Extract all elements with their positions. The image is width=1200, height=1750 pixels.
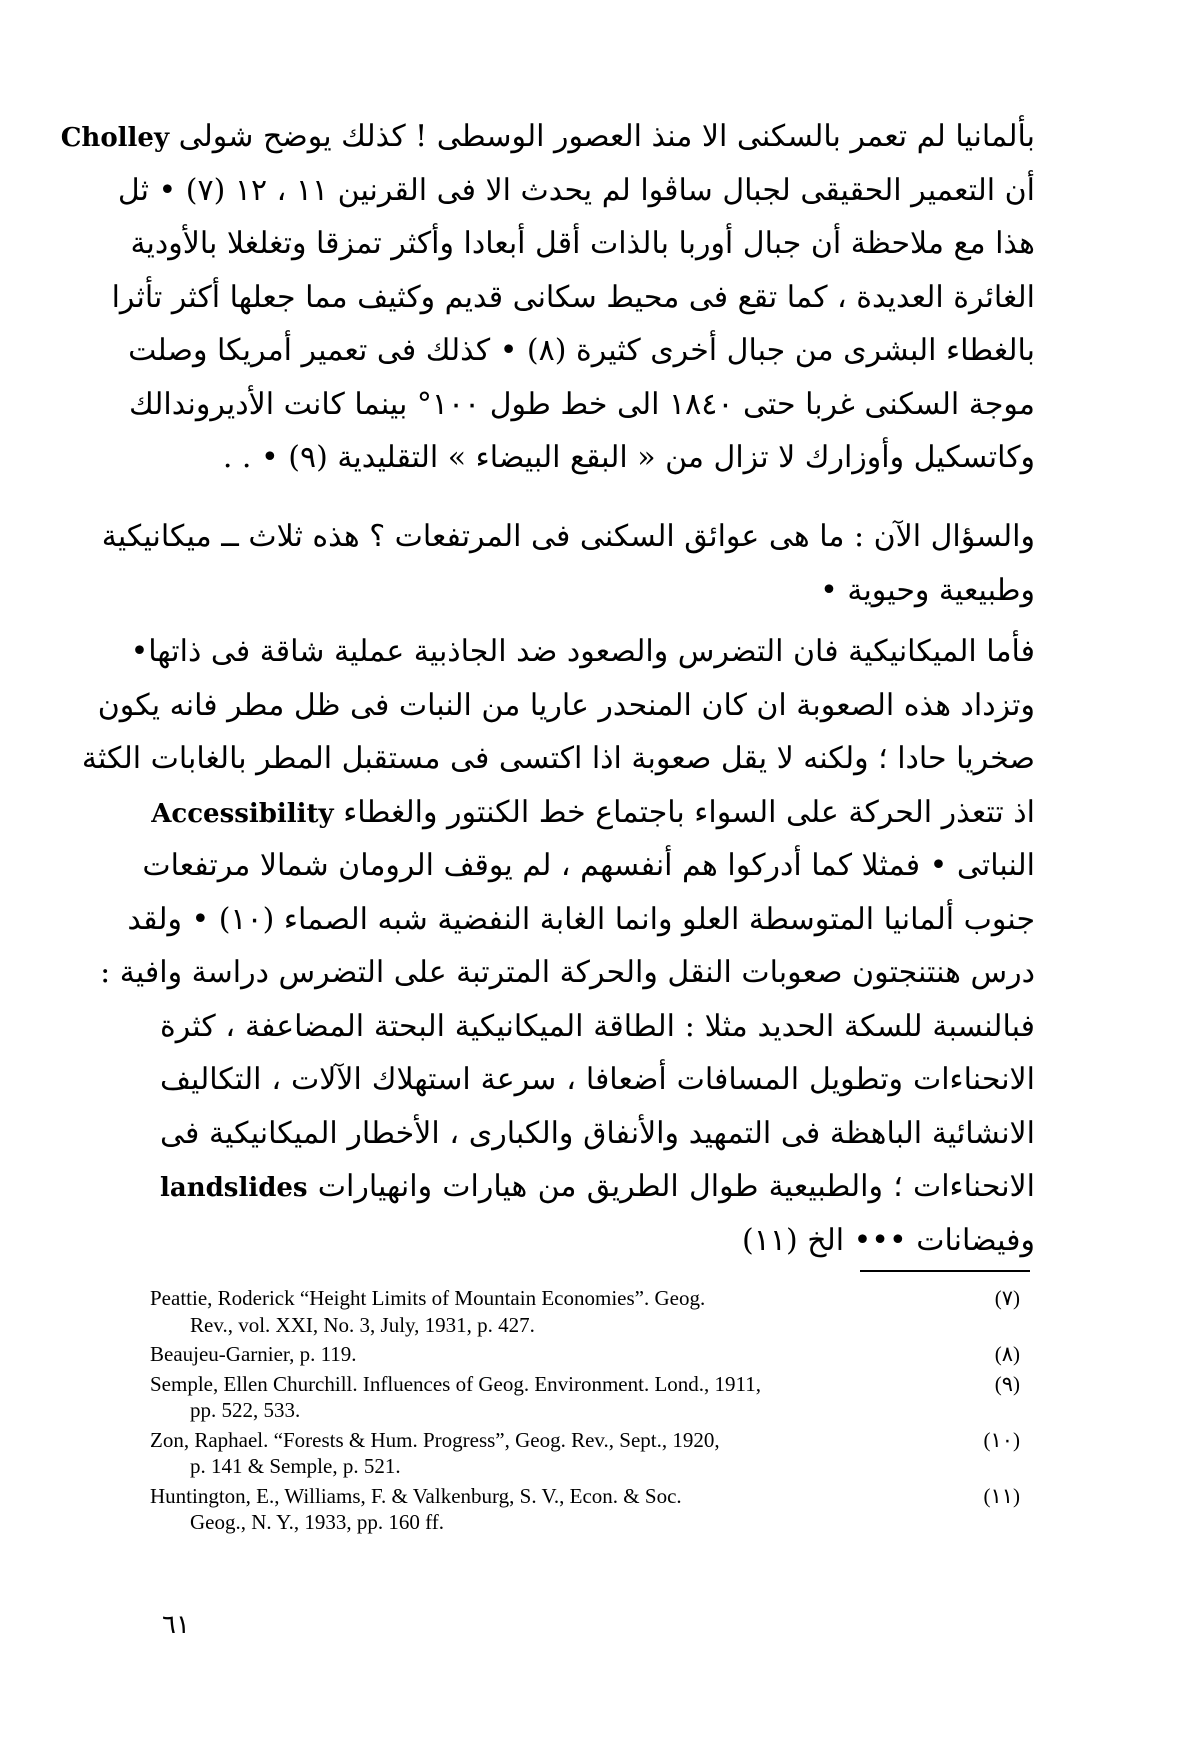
paragraph-3-line: وفيضانات ••• الخ (١١) xyxy=(742,1222,1035,1258)
footnote-text: Huntington, E., Williams, F. & Valkenburg, S. V., Econ. & Soc. xyxy=(150,1483,682,1508)
footnote xyxy=(150,1285,1020,1338)
paragraph-3-line: درس هنتنجتون صعوبات النقل والحركة المترتبة على التضرس دراسة وافية : xyxy=(100,955,1035,990)
footnote-number: (١٠) xyxy=(983,1427,1020,1452)
footnote xyxy=(150,1483,1020,1536)
footnote-text: Semple, Ellen Churchill. Influences of Geog. Environment. Lond., 1911, xyxy=(150,1371,762,1396)
paragraph-3-line: صخريا حادا ؛ ولكنه لا يقل صعوبة اذا اكتسى فى مستقبل المطر بالغابات الكثة xyxy=(81,741,1035,776)
paragraph-2 xyxy=(101,510,1035,617)
paragraph-3-line: الانحناءات وتطويل المسافات أضعافا ، سرعة استهلاك الآلات ، التكاليف xyxy=(160,1062,1035,1097)
paragraph-1-line-1-text: بألمانيا لم تعمر بالسكنى الا منذ العصور الوسطى ! كذلك يوضح شولى xyxy=(178,119,1035,154)
footnote-text-continued: p. 141 & Semple, p. 521. xyxy=(190,1454,401,1478)
paragraph-3-line-4-text: اذ تتعذر الحركة على السواء باجتماع خط الكنتور والغطاء xyxy=(343,794,1035,830)
paragraph-1-line xyxy=(60,110,1035,164)
footnote-divider xyxy=(860,1270,1030,1272)
paragraph-1-line: موجة السكنى غربا حتى ١٨٤٠ الى خط طول ١٠٠° بينما كانت الأديروندالك xyxy=(129,386,1035,422)
paragraph-2-line: والسؤال الآن : ما هى عوائق السكنى فى المرتفعات ؟ هذه ثلاث ــ ميكانيكية xyxy=(101,519,1035,554)
footnote-text: Zon, Raphael. “Forests & Hum. Progress”, Geog. Rev., Sept., 1920, xyxy=(150,1427,720,1452)
paragraph-3-line-11-text: الانحناءات ؛ والطبيعية طوال الطريق من هيارات وانهيارات xyxy=(317,1169,1035,1204)
paragraph-3-line: النباتى • فمثلا كما أدركوا هم أنفسهم ، لم يوقف الرومان شمالا مرتفعات xyxy=(142,848,1035,883)
paragraph-1-line: وكاتسكيل وأوزارك لا تزال من « البقع البيضاء » التقليدية (٩) • . . xyxy=(222,440,1035,475)
footnote xyxy=(150,1427,1020,1480)
paragraph-3-line: جنوب ألمانيا المتوسطة العلو وانما الغابة النفضية شبه الصماء (١٠) • ولقد xyxy=(127,901,1035,937)
footnote-text-continued: pp. 522, 533. xyxy=(190,1398,301,1422)
footnotes xyxy=(150,1285,1020,1539)
footnote-number: (٩) xyxy=(994,1371,1020,1396)
footnote-number: (١١) xyxy=(983,1483,1020,1508)
paragraph-3-line xyxy=(151,786,1035,840)
paragraph-3-line: فأما الميكانيكية فان التضرس والصعود ضد الجاذبية عملية شاقة فى ذاتها• xyxy=(130,634,1035,669)
footnote-text: Beaujeu-Garnier, p. 119. xyxy=(150,1342,357,1366)
paragraph-1 xyxy=(60,110,1035,485)
paragraph-3 xyxy=(81,625,1035,1267)
paragraph-3-line: الانشائية الباهظة فى التمهيد والأنفاق والكبارى ، الأخطار الميكانيكية فى xyxy=(160,1115,1035,1151)
paragraph-3-line: وتزداد هذه الصعوبة ان كان المنحدر عاريا من النبات فى ظل مطر فانه يكون xyxy=(97,687,1035,723)
footnote-text: Peattie, Roderick “Height Limits of Mountain Economies”. Geog. xyxy=(150,1286,706,1310)
paragraph-1-line: بالغطاء البشرى من جبال أخرى كثيرة (٨) • كذلك فى تعمير أمريكا وصلت xyxy=(128,333,1035,368)
paragraph-1-line: هذا مع ملاحظة أن جبال أوربا بالذات أقل أبعادا وأكثر تمزقا وتغلغلا بالأودية xyxy=(130,226,1035,261)
cholley-term: Cholley xyxy=(60,123,170,153)
landslides-term: landslides xyxy=(160,1173,308,1203)
accessibility-term: Accessibility xyxy=(151,798,334,829)
paragraph-1-line: الغائرة العديدة ، كما تقع فى محيط سكانى قديم وكثيف مما جعلها أكثر تأثرا xyxy=(111,279,1035,315)
footnote-text-continued: Rev., vol. XXI, No. 3, July, 1931, p. 427. xyxy=(190,1312,535,1337)
footnote-number: (٧) xyxy=(994,1286,1020,1310)
paragraph-2-line: وطبيعية وحيوية • xyxy=(820,572,1035,608)
paragraph-1-line: أن التعمير الحقيقى لجبال ساڤوا لم يحدث الا فى القرنين ١١ ، ١٢ (٧) • ثل xyxy=(117,172,1035,208)
paragraph-3-line: فبالنسبة للسكة الحديد مثلا : الطاقة الميكانيكية البحتة المضاعفة ، كثرة xyxy=(160,1008,1035,1044)
footnote xyxy=(150,1371,1020,1424)
footnote-text-continued: Geog., N. Y., 1933, pp. 160 ff. xyxy=(190,1510,444,1534)
paragraph-3-line xyxy=(160,1160,1035,1214)
footnote-number: (٨) xyxy=(994,1342,1020,1366)
footnote xyxy=(150,1341,1020,1368)
page-number: ٦١ xyxy=(162,1610,190,1640)
